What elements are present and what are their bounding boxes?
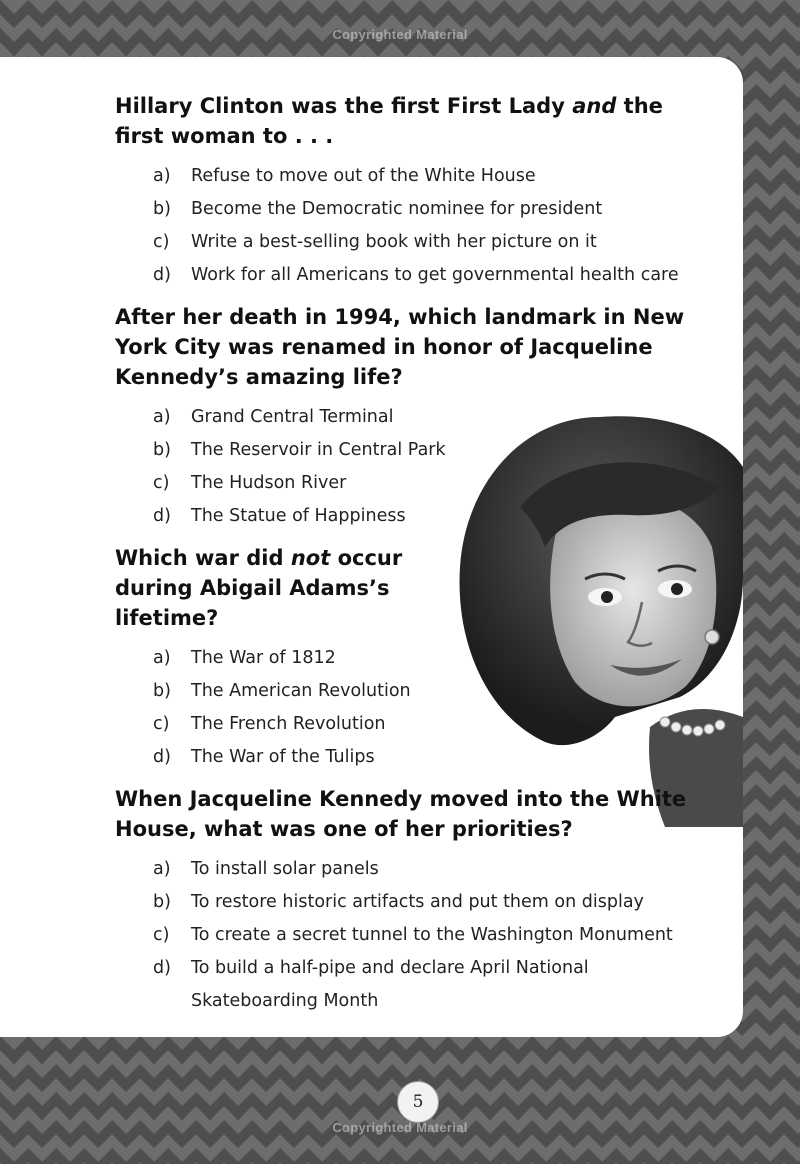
watermark-bottom: Copyrighted Material xyxy=(332,1120,468,1135)
answer-option: b) The American Revolution xyxy=(153,681,411,701)
answer-option: a) To install solar panels xyxy=(153,859,379,879)
answer-option: a) Refuse to move out of the White House xyxy=(153,166,536,186)
answer-option: d) To build a half-pipe and declare April National Skateboarding Month xyxy=(153,958,589,1011)
quiz-page xyxy=(0,57,743,1037)
watermark-top: Copyrighted Material xyxy=(332,27,468,42)
question-3: Which war did not occur during Abigail Adams’s lifetime? xyxy=(115,546,403,630)
answer-option: c) To create a secret tunnel to the Washington Monument xyxy=(153,925,673,945)
answer-option: d) Work for all Americans to get governmental health care xyxy=(153,265,679,285)
answer-option: c) The Hudson River xyxy=(153,473,347,493)
answer-option: d) The War of the Tulips xyxy=(153,747,375,767)
answer-list-3 xyxy=(115,642,715,774)
question-1: Hillary Clinton was the first First Lady and the first woman to . . . xyxy=(115,94,663,148)
answer-list-1 xyxy=(115,160,715,292)
answer-option: a) The War of 1812 xyxy=(153,648,336,668)
answer-option: b) To restore historic artifacts and put them on display xyxy=(153,892,644,912)
answer-list-4 xyxy=(115,853,715,1018)
quiz-content xyxy=(115,91,715,1028)
answer-option: c) The French Revolution xyxy=(153,714,386,734)
question-4: When Jacqueline Kennedy moved into the White House, what was one of her priorities? xyxy=(115,787,687,841)
answer-option: c) Write a best-selling book with her picture on it xyxy=(153,232,597,252)
answer-option: d) The Statue of Happiness xyxy=(153,506,406,526)
page-number: 5 xyxy=(397,1081,439,1123)
answer-option: b) Become the Democratic nominee for president xyxy=(153,199,603,219)
question-2: After her death in 1994, which landmark in New York City was renamed in honor of Jacqueline Kennedy’s amazing life? xyxy=(115,305,685,389)
answer-option: a) Grand Central Terminal xyxy=(153,407,394,427)
answer-list-2 xyxy=(115,401,715,533)
answer-option: b) The Reservoir in Central Park xyxy=(153,440,446,460)
